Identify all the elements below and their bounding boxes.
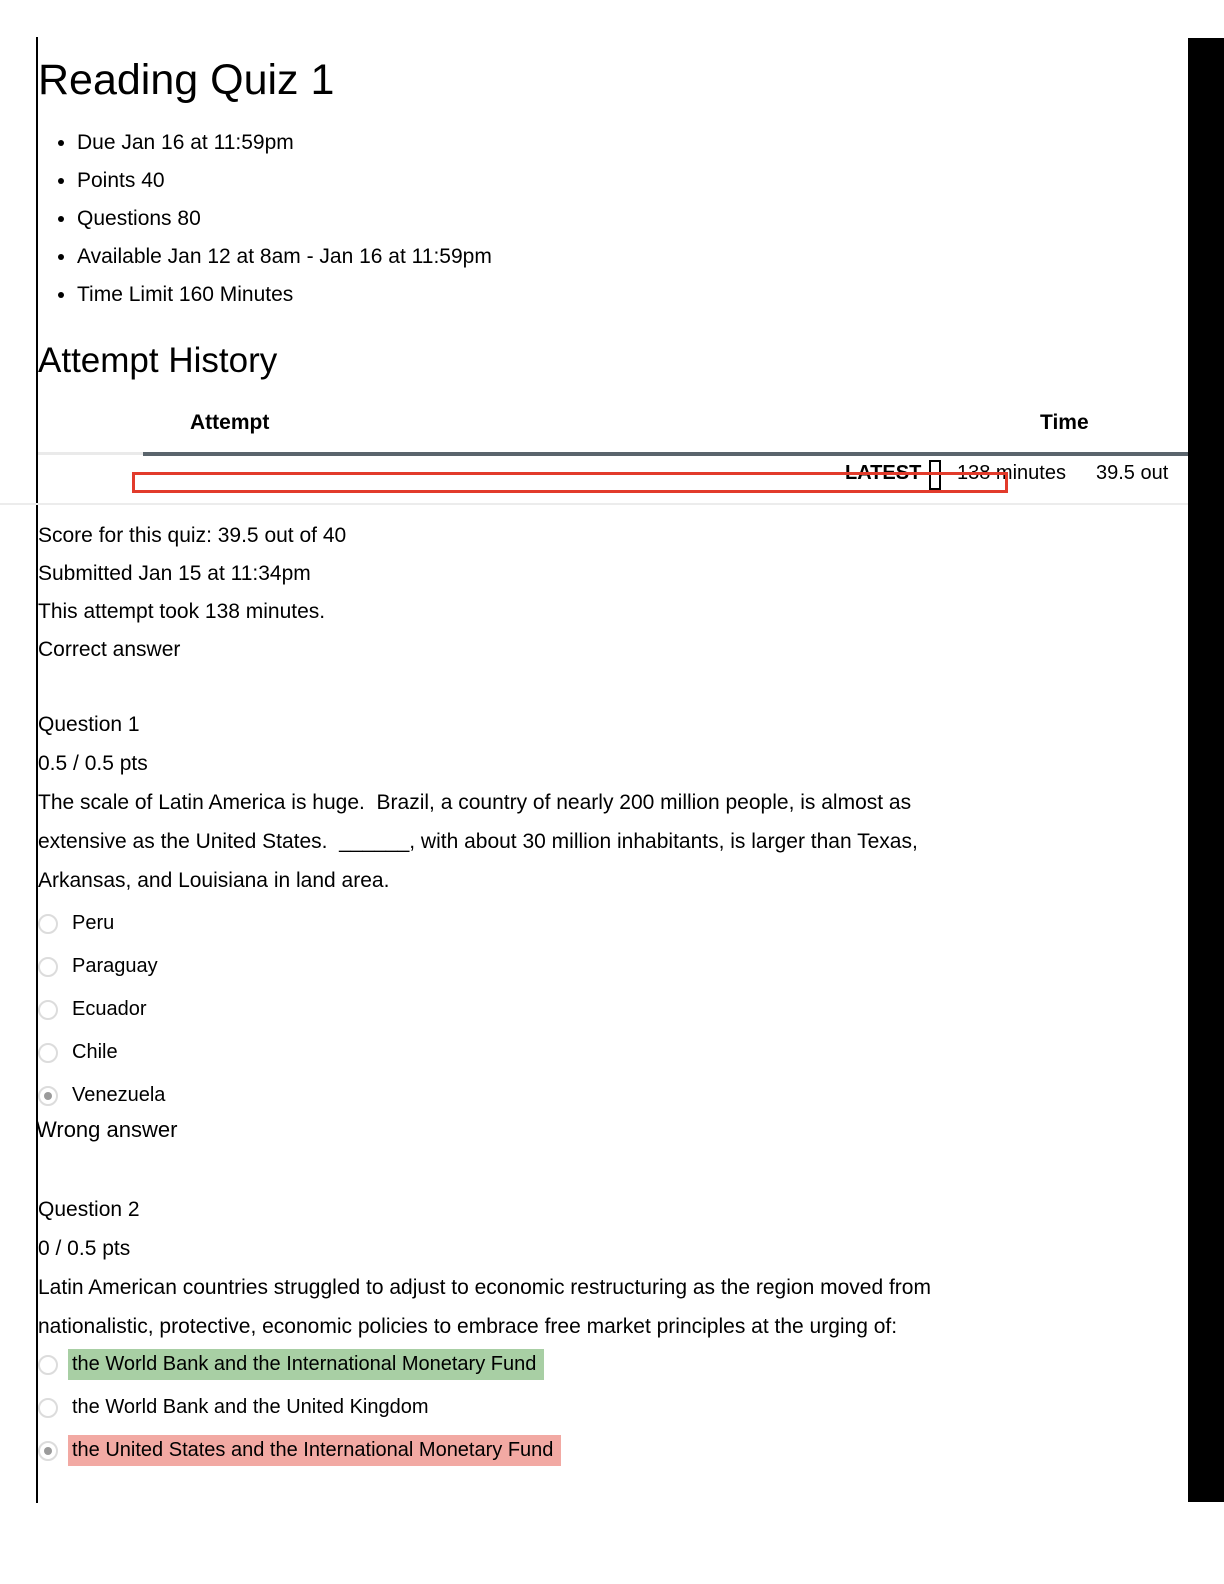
radio-button[interactable] [38,1000,58,1020]
answer-option[interactable] [38,1031,173,1074]
attempt-history-heading: Attempt History [38,341,278,380]
radio-button[interactable] [38,957,58,977]
radio-button[interactable] [38,1398,58,1418]
quiz-meta-available: • Available Jan 12 at 8am - Jan 16 at 11:59pm [77,238,492,276]
table-header-border-light [38,452,143,455]
answer-option-label[interactable]: Paraguay [72,955,158,977]
quiz-meta-points: • Points 40 [77,162,492,200]
question-1-block [38,705,918,900]
answer-option[interactable] [38,1386,561,1429]
quiz-meta-list [38,124,492,314]
question-title: Question 2 [38,1198,140,1221]
question-title: Question 1 [38,713,140,736]
answer-option-label[interactable]: Venezuela [72,1084,166,1106]
answer-option-label[interactable]: the World Bank and the United Kingdom [72,1396,429,1418]
column-header-attempt: Attempt [190,411,270,434]
radio-button-selected[interactable] [38,1086,58,1106]
question-text-line: Arkansas, and Louisiana in land area. [38,869,390,892]
attempt-duration-text: This attempt took 138 minutes. [38,600,326,623]
table-row-border [0,503,1188,505]
latest-attempt-link[interactable]: LATEST [845,462,922,484]
question-points: 0 / 0.5 pts [38,1237,131,1260]
answer-option-label-wrong-highlight[interactable]: the United States and the International Monetary Fund [68,1435,561,1466]
quiz-meta-due: • Due Jan 16 at 11:59pm [77,124,492,162]
answer-option-label[interactable]: Ecuador [72,998,147,1020]
quiz-meta-time-limit: • Time Limit 160 Minutes [77,276,492,314]
wrong-answer-note: Wrong answer [36,1117,178,1142]
answer-option[interactable] [38,1343,561,1386]
radio-button-selected[interactable] [38,1441,58,1461]
correct-answer-note: Correct answer [38,638,181,661]
question-text-line: extensive as the United States. ______, with about 30 million inhabitants, is larger than Texas, [38,830,918,853]
attempt-summary [38,517,346,669]
attempt-score-value: 39.5 out [1096,462,1169,484]
radio-button[interactable] [38,914,58,934]
answer-option[interactable] [38,1074,173,1117]
question-2-block [38,1190,931,1346]
question-1-options [38,902,173,1117]
answer-option-label[interactable]: Chile [72,1041,118,1063]
question-2-options [38,1343,561,1472]
radio-button[interactable] [38,1043,58,1063]
question-points: 0.5 / 0.5 pts [38,752,148,775]
page-title: Reading Quiz 1 [38,56,335,104]
quiz-score-text: Score for this quiz: 39.5 out of 40 [38,524,347,547]
submitted-text: Submitted Jan 15 at 11:34pm [38,562,311,585]
latest-attempt-outline-box [132,472,1008,493]
attempt-time-value: 138 minutes [957,462,1066,484]
table-header-border [143,452,1188,456]
quiz-meta-questions: • Questions 80 [77,200,492,238]
answer-option[interactable] [38,902,173,945]
question-text-line: nationalistic, protective, economic policies to embrace free market principles at the urging of: [38,1315,898,1338]
right-black-bar [1188,38,1224,1502]
answer-option-label-correct-highlight[interactable]: the World Bank and the International Monetary Fund [68,1349,544,1380]
answer-option-label[interactable]: Peru [72,912,115,934]
column-header-time: Time [1040,411,1089,434]
answer-option[interactable] [38,945,173,988]
answer-option[interactable] [38,1429,561,1472]
question-text-line: The scale of Latin America is huge. Brazil, a country of nearly 200 million people, is almost as [38,791,912,814]
radio-button[interactable] [38,1355,58,1375]
question-text-line: Latin American countries struggled to adjust to economic restructuring as the region moved from [38,1276,931,1299]
answer-option[interactable] [38,988,173,1031]
